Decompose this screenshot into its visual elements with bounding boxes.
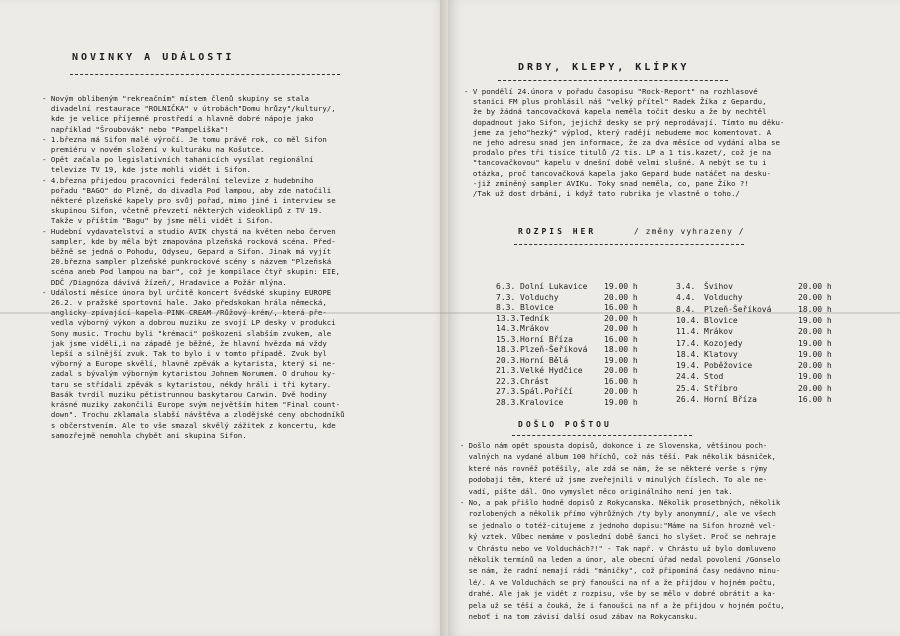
gossip-text (464, 87, 784, 199)
schedule-time: 20.00 h (798, 383, 832, 393)
gossip-heading: DRBY, KLEPY, KLÍPKY (518, 62, 690, 73)
schedule-time: 19.00 h (798, 338, 832, 348)
schedule-place: Volduchy (520, 292, 559, 302)
text-line: například "Šroubovák" nebo "Pampeliška"! (42, 124, 229, 134)
text-line: - V pondělí 24.února v pořadu časopisu "Rock-Report" na rozhlasové (464, 87, 758, 96)
text-line: valných na vydané album 100 hříchů, což nás těší. Pak několik básniček, (460, 452, 776, 462)
text-line: otázka, proč tancovačková kapela jako Gepard bude natáčet na desku- (464, 168, 772, 178)
text-line: v Chrástu nebo ve Volduchách?!" - Tak např. v Chrástu už bylo domluveno (460, 543, 776, 553)
schedule-time: 16.00 h (604, 376, 638, 386)
text-line: výborný a Europe skvělí, hlavně zpěvák a kytarista, který si ne- (42, 359, 336, 369)
text-line: které nás rovněž potěšily, ale zdá se nám, že se některé verše s rýmy (460, 463, 768, 473)
news-heading: NOVINKY A UDÁLOSTI (72, 52, 235, 63)
text-line: 26.2. v pražské sportovní hale. Jako předskokan hrála německá, (42, 298, 327, 308)
schedule-time: 18.00 h (604, 345, 638, 354)
schedule-place: Klatovy (704, 349, 738, 359)
schedule-time: 19.00 h (604, 397, 638, 407)
text-line: Takže v příštím "Bagu" by jsme měli vidět i Sifon. (42, 216, 274, 226)
schedule-time: 16.00 h (604, 303, 638, 312)
text-line: - Hudební vydavatelství a studio AVIK chystá na květen nebo červen (42, 226, 336, 236)
text-line: samozřejmě nemohla chybět ani skupina Sifon. (42, 430, 247, 440)
schedule-date: 19.4. (676, 361, 701, 371)
schedule-date: 7.3. (496, 292, 516, 302)
schedule-date: 21.3. (496, 366, 521, 375)
schedule-place: Chrást (520, 376, 549, 386)
text-line: skupinou Sifon, včetně převzetí některých videoklipů z TV 19. (42, 206, 323, 216)
schedule-time: 19.00 h (604, 355, 638, 365)
text-line: krásné muziky zakončili Europe svým největším hitem "Final count- (42, 400, 341, 410)
text-line: prodalo přes tři tisíce titulů /2 tis. LP a 1 tis.kazet/, což je na (464, 148, 772, 158)
news-text (42, 94, 345, 441)
text-line: jeme za jeho"hezký" výplod, který raději nebudeme moc komentovat. A (464, 127, 772, 137)
schedule-time: 18.00 h (798, 304, 832, 314)
schedule-note: / změny vyhrazeny / (634, 227, 745, 236)
schedule-place: Dolní Lukavice (520, 282, 588, 291)
text-line: kde je velice příjemné prostředí a hlavně dobré nápoje jako (42, 114, 314, 124)
schedule-heading: ROZPIS HER (518, 227, 597, 236)
text-line: dopadnout jako Sifon, jejichž desky se prý neprodávají. Tímto mu děku- (464, 117, 785, 127)
text-line: scéna aneb Pod lampou na bar", což je kompilace čtyř skupin: EIE, (42, 267, 341, 277)
news-heading-rule (70, 74, 340, 75)
schedule-time: 20.00 h (798, 361, 832, 371)
text-line: některé plzeňské kapely pro svůj pořad, mimo jiné i interview se (42, 196, 336, 206)
schedule-time: 20.00 h (604, 324, 638, 333)
text-line: pořadu "BAGO" do Plzně, do divadla Pod lampou, aby zde natočili (42, 185, 332, 195)
text-line: premiéru v novém složení v kulturáku na Košutce. (42, 145, 265, 155)
text-line: stanici FM plus prohlásil náš "velký přítel" Radek Žíka z Gepardu, (464, 97, 767, 107)
schedule-place: Plzeň-Šeříková (520, 345, 588, 354)
schedule-time: 16.00 h (604, 334, 638, 344)
text-line: Sony music. Trochu byli "krémaci" poškozeni slabším zvukem, ale (42, 328, 332, 338)
schedule-place: Blovice (704, 315, 738, 325)
text-line: - Opět začala po legislativních tahanicích vysílat regionální (42, 155, 314, 165)
text-line: - Novým oblíbeným "rekreačním" místem členů skupiny se stala (42, 94, 309, 103)
schedule-time: 20.00 h (798, 327, 832, 337)
mail-text (460, 440, 785, 623)
schedule-date: 17.4. (676, 338, 701, 348)
schedule-date: 26.4. (676, 395, 701, 404)
schedule-place: Mrákov (704, 327, 733, 337)
schedule-place: Švihov (704, 282, 733, 291)
schedule-date: 27.3. (496, 387, 521, 396)
text-line: sampler, kde by měla být zmapována plzeňská rocková scéna. Před- (42, 236, 336, 246)
schedule-date: 14.3. (496, 324, 521, 333)
text-line: - No, a pak přišlo hodně dopisů z Rokycanska. Několik prosetbných, několik (460, 498, 781, 508)
text-line: ne jeho adresu snad jen informace, že za dva měsíce od vydání alba se (464, 138, 780, 148)
schedule-place: Volduchy (704, 293, 743, 303)
schedule-date: 8.3. (496, 303, 516, 312)
text-line: DDČ /Diagnóza dávivá žízeň/, Hradavice a Požár mlýna. (42, 277, 287, 287)
schedule-time: 16.00 h (798, 395, 832, 404)
schedule-place: Stod (704, 372, 724, 382)
schedule-heading-rule (514, 244, 744, 245)
text-line: neboť i na tom závisí další osud zábav na Rokycansku. (460, 612, 698, 622)
text-line: jak jsme viděli,i na západě je běžné, že hlavní hvězda má vždy (42, 338, 327, 348)
mail-heading: DOŠLO POŠTOU (518, 420, 612, 429)
schedule-date: 10.4. (676, 315, 701, 325)
left-page (0, 0, 448, 636)
text-line: taru se střídali zpěvák s kytaristou, nékdy hráli i tři kytary. (42, 379, 332, 389)
text-line: /Tak už dost drbání, i když tato rubrika je vlastně o toho./ (464, 189, 740, 199)
mail-heading-rule (512, 435, 692, 436)
schedule-time: 20.00 h (798, 293, 832, 303)
text-line: -již zmíněný sampler AVIKu. Toky snad neměla, co, pane Žíko ?! (464, 178, 749, 188)
schedule-date: 11.4. (676, 327, 701, 337)
text-line: vedla výborný výkon a dobrou muziku ze svojí LP desky v produkci (42, 318, 336, 328)
text-line: ký vztek. Vůbec nemáme v poslední době šanci ho slyšet. Proč se nehraje (460, 532, 776, 542)
text-line: rozlobených a několik přímo výhrůžných /ty byly anonymní/, ale ve všech (460, 509, 776, 519)
schedule-place: Kralovice (520, 397, 564, 407)
text-line: divadelní restaurace "ROLNIČKA" v útrobách"Domu hrůzy"/kultury/, (42, 104, 336, 114)
text-line: se jednalo o totéž-citujeme z jednoho dopisu:"Máme na Sifon hrozně vel- (460, 520, 776, 530)
text-line: televize TV 19, kde jste mohli vidět i Sifon. (42, 165, 252, 175)
schedule-place: Horní Bříza (704, 395, 757, 404)
text-line: s občerstvením. Ale to vše smazal skvělý zážitek z koncertu, kde (42, 420, 336, 430)
schedule-place: Velké Hydčice (520, 366, 583, 375)
text-line: běžně se jedná o Pohodu, Odyseu, Gepard a Sifon. Jinak má vyjít (42, 247, 332, 257)
text-line: - Došlo nám opět spousta dopisů, dokonce i ze Slovenska, většinou poch- (460, 441, 768, 450)
text-line: podobají těm, které už jsme zveřejnili v minulých číslech. To ale ne- (460, 475, 768, 485)
text-line: několik termínů na leden a únor, ale obecní úřad nedal povolení /Gonselo (460, 555, 781, 565)
text-line: pela už se těší a čouká, že i fanoušci na nf a že přijdou v hojném počtu, (460, 600, 785, 610)
schedule-date: 28.3. (496, 397, 521, 407)
right-page (448, 0, 900, 636)
schedule-place: Mrákov (520, 324, 549, 333)
schedule-time: 20.00 h (604, 292, 638, 302)
schedule-time: 19.00 h (798, 372, 832, 382)
text-line: drahé. Ale jak je vidět z rozpisu, vše by se mělo v dobré obrátit a ka- (460, 589, 776, 599)
text-line: že by žádná tancovačková kapela neměla točit desku a že by nechtěl (464, 107, 767, 117)
schedule-place: Tedník (520, 313, 549, 323)
schedule-place: Horní Bělá (520, 355, 569, 365)
text-line: - Událostí měsíce února byl určitě koncert švédské skupiny EUROPE (42, 287, 332, 297)
text-line: down". Trochu zklamala slabší návštěva a zlodějské ceny obchodníků (42, 410, 345, 420)
schedule-date: 18.3. (496, 345, 521, 354)
text-line: 20.března sampler plzeňské punkrockové scény s názvem "Plzeňská (42, 257, 332, 267)
schedule-date: 24.4. (676, 372, 701, 382)
page-fold (0, 312, 900, 314)
schedule-date: 22.3. (496, 376, 521, 386)
schedule-time: 19.00 h (798, 349, 832, 359)
schedule-date: 8.4. (676, 304, 696, 314)
text-line: vadí, píšte dál. Ono vymyslet něco originálního není jen tak. (460, 486, 733, 496)
text-line: lé/. A ve Volduchách se prý fanoušci na nf a že přijdou v hojném počtu, (460, 577, 776, 587)
schedule-date: 3.4. (676, 282, 696, 291)
text-line: - 4.března přijedou pracovníci federální televize z hudebního (42, 175, 314, 185)
schedule-place: Poběžovice (704, 361, 753, 371)
text-line: Basák tvrdil muziku pětistrunnou baskytarou Carwin. Dvě hodiny (42, 389, 327, 399)
text-line: lepší a silnější zvuk. Tak to bylo i v tomto případě. Zvuk byl (42, 349, 327, 359)
schedule-time: 20.00 h (604, 366, 638, 375)
schedule-time: 19.00 h (604, 282, 638, 291)
text-line: "tancovačkovou" kapelu v dnešní době velmi slušné. A nebýt se tu i (464, 158, 767, 168)
schedule-place: Spál.Poříčí (520, 387, 573, 396)
schedule-date: 18.4. (676, 349, 701, 359)
schedule-place: Blovice (520, 303, 554, 312)
schedule-place: Horní Bříza (520, 334, 573, 344)
schedule-time: 19.00 h (798, 315, 832, 325)
gossip-heading-rule (498, 80, 728, 81)
schedule-date: 20.3. (496, 355, 521, 365)
schedule-place: Stříbro (704, 383, 738, 393)
schedule-date: 25.4. (676, 383, 701, 393)
text-line: anglicky zpívající kapela PINK CREAM /Růžový krém/, která pře- (42, 308, 327, 318)
schedule-place: Plzeň-Šeříková (704, 304, 772, 314)
text-line: se nám, že radní nemají rádi "máničky", což připomíná časy nedávno minu- (460, 566, 781, 576)
schedule-date: 13.3. (496, 313, 521, 323)
schedule-time: 20.00 h (604, 387, 638, 396)
text-line: - 1.března má Sifon malé výročí. Je tomu právě rok, co měl Sifon (42, 134, 327, 144)
schedule-date: 15.3. (496, 334, 521, 344)
schedule-date: 6.3. (496, 282, 516, 291)
schedule-date: 4.4. (676, 293, 696, 303)
schedule-time: 20.00 h (604, 313, 638, 323)
schedule-time: 20.00 h (798, 282, 832, 291)
text-line: zadal s bývalým výborným kytaristou Johnem Norumem. O druhou ky- (42, 369, 336, 379)
schedule-place: Kozojedy (704, 338, 743, 348)
